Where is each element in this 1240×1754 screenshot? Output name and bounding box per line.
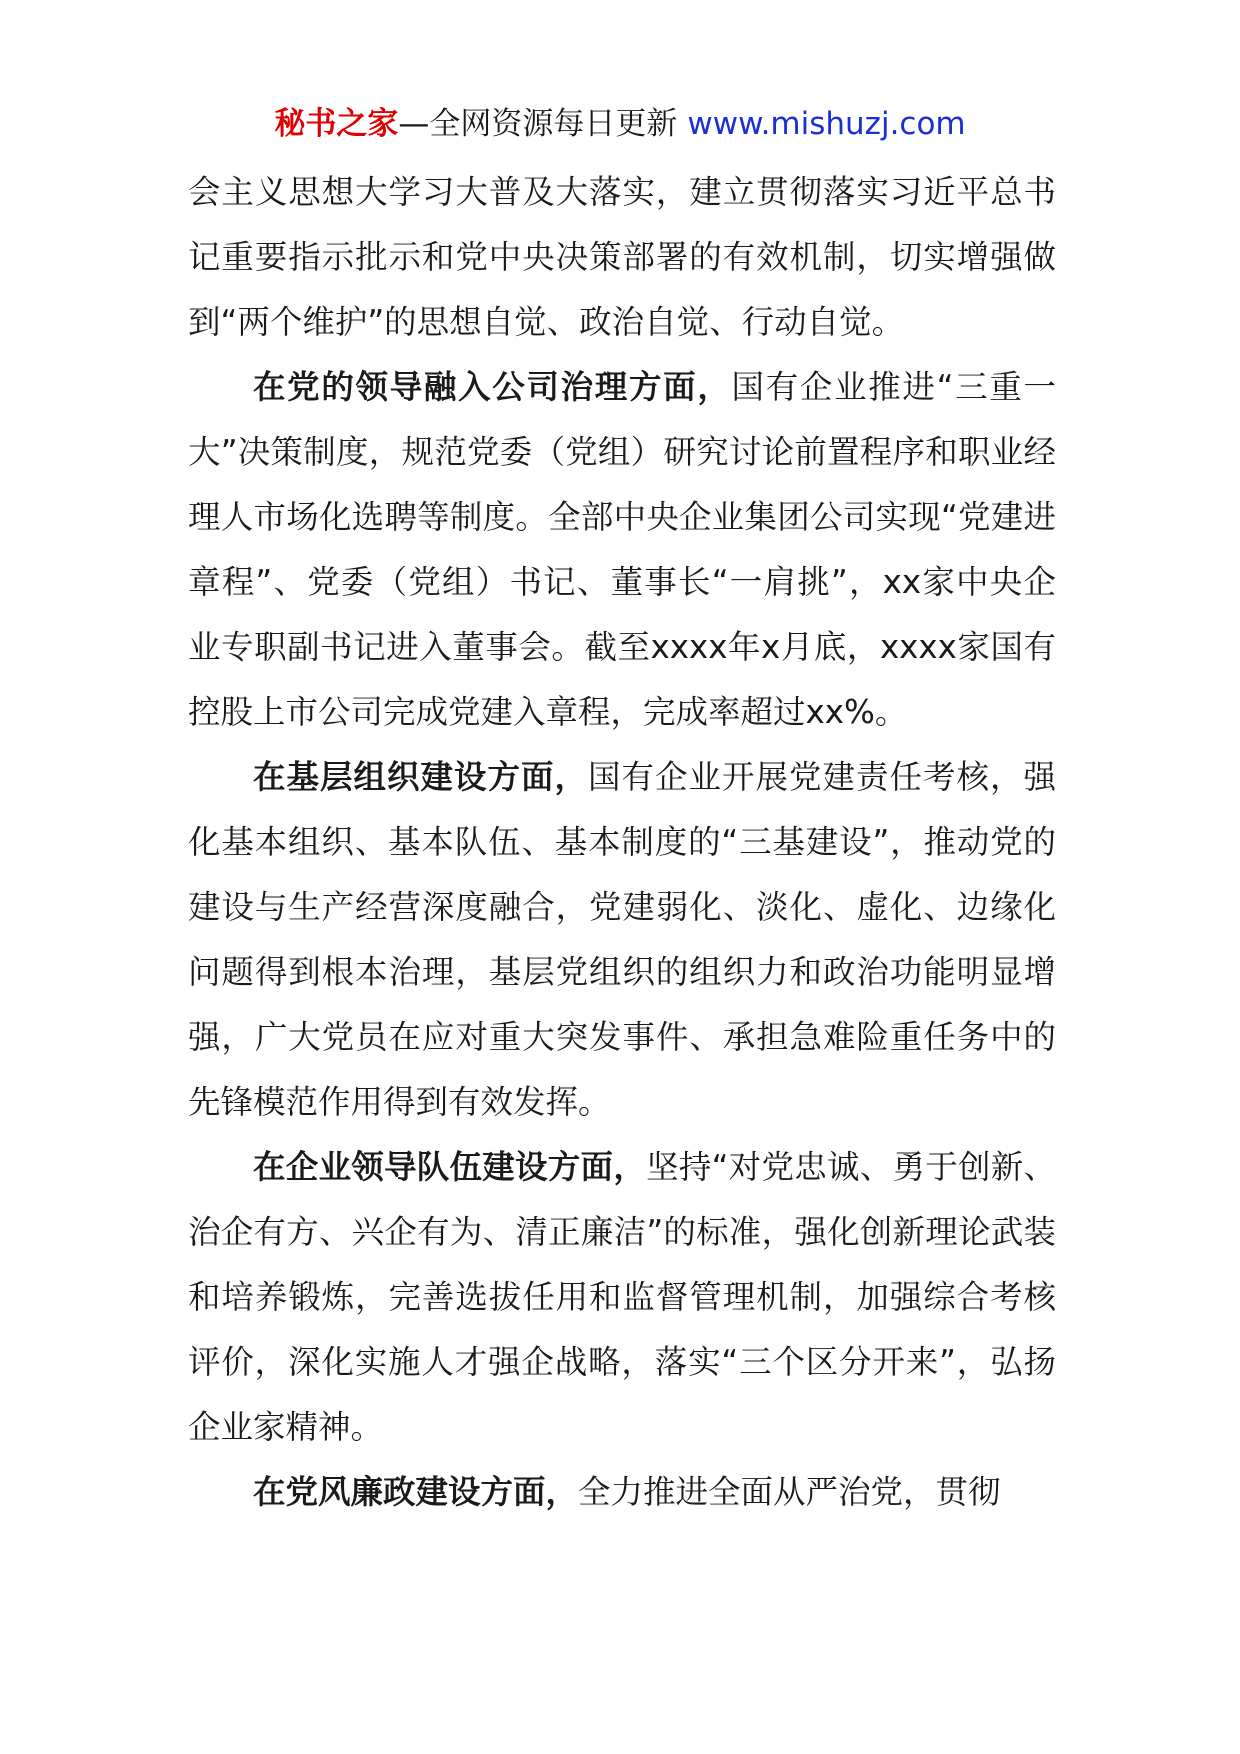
paragraph-lead: 在党的领导融入公司治理方面， [253, 368, 732, 406]
paragraph-lead: 在党风廉政建设方面， [253, 1473, 579, 1511]
site-url[interactable]: www.mishuzj.com [687, 106, 966, 142]
paragraph-text: 坚持“对党忠诚、勇于创新、治企有方、兴企有为、清正廉洁”的标准，强化创新理论武装和培养锻炼，完善选拔任用和监督管理机制，加强综合考核评价，深化实施人才强企战略，落实“三个区分开来”，弘扬企业家精神。 [188, 1148, 1056, 1446]
paragraph-text: 全力推进全面从严治党，贯彻 [578, 1473, 1001, 1511]
paragraph-governance [188, 355, 1056, 745]
paragraph-text: 会主义思想大学习大普及大落实，建立贯彻落实习近平总书记重要指示批示和党中央决策部署的有效机制，切实增强做到“两个维护”的思想自觉、政治自觉、行动自觉。 [188, 173, 1056, 341]
paragraph-leadership [188, 1135, 1056, 1460]
paragraph-integrity [188, 1460, 1056, 1525]
paragraph-continuation [188, 160, 1056, 355]
page-header [0, 102, 1240, 146]
paragraph-grassroots [188, 745, 1056, 1135]
document-body [188, 160, 1056, 1525]
header-tagline: —全网资源每日更新 [398, 106, 678, 142]
paragraph-lead: 在企业领导队伍建设方面， [253, 1148, 647, 1186]
paragraph-text: 国有企业开展党建责任考核，强化基本组织、基本队伍、基本制度的“三基建设”，推动党的建设与生产经营深度融合，党建弱化、淡化、虚化、边缘化问题得到根本治理，基层党组织的组织力和政治功能明显增强，广大党员在应对重大突发事件、承担急难险重任务中的先锋模范作用得到有效发挥。 [188, 758, 1056, 1121]
brand-name: 秘书之家 [274, 106, 399, 142]
paragraph-lead: 在基层组织建设方面， [253, 758, 588, 796]
paragraph-text: 国有企业推进“三重一大”决策制度，规范党委（党组）研究讨论前置程序和职业经理人市场化选聘等制度。全部中央企业集团公司实现“党建进章程”、党委（党组）书记、董事长“一肩挑”，xx家中央企业专职副书记进入董事会。截至xxxx年x月底，xxxx家国有控股上市公司完成党建入章程，完成率超过xx%。 [188, 368, 1056, 731]
